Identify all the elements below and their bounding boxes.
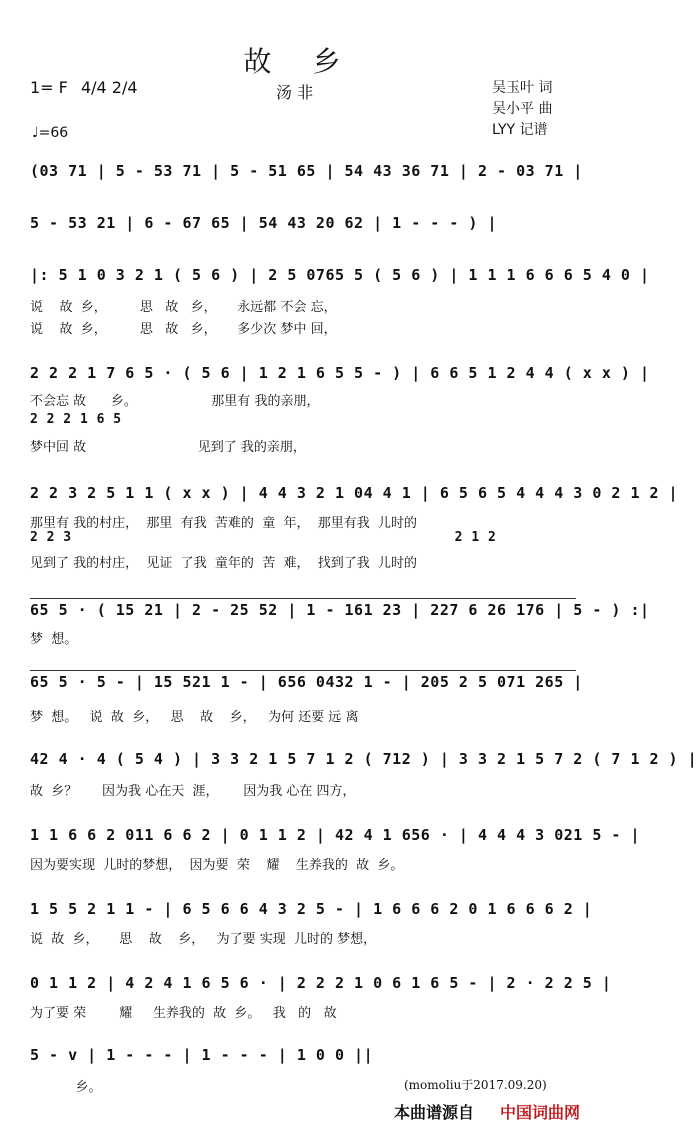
score-line-7: 65 5 · 5 - | 15 521 1 - | 656 0432 1 - | 205 2 5 071 265 |	[30, 670, 576, 691]
score-line-4-alt: 2 2 2 1 6 5	[30, 412, 122, 427]
singer-name: 汤 非	[276, 83, 314, 102]
lyric-line-4b: 梦中回 故 见到了 我的亲朋，	[30, 440, 306, 455]
key-signature	[30, 78, 138, 97]
lyric-line-4a: 不会忘 故 乡。 那里有 我的亲朋，	[30, 394, 320, 409]
lyric-line-3b: 说 故 乡， 思 故 乡， 多少次 梦中 回，	[30, 322, 337, 337]
score-line-3: |: 5 1 0 3 2 1 ( 5 6 ) | 2 5 0765 5 ( 5 6 ) | 1 1 1 6 6 6 5 4 0 |	[30, 266, 650, 284]
site-link[interactable]: 中国词曲网	[500, 1103, 581, 1122]
score-line-8: 42 4 · 4 ( 5 4 ) | 3 3 2 1 5 7 1 2 ( 712 ) | 3 3 2 1 5 7 2 ( 7 1 2 ) |	[30, 750, 697, 768]
lyric-line-6a: 梦 想。	[30, 632, 78, 647]
lyric-line-3a: 说 故 乡， 思 故 乡， 永远都 不会 忘，	[30, 300, 337, 315]
source-label: 本曲谱源自	[394, 1103, 475, 1122]
score-line-4: 2 2 2 1 7 6 5 · ( 5 6 | 1 2 1 6 5 5 - ) | 6 6 5 1 2 4 4 ( x x ) |	[30, 364, 650, 382]
score-line-10: 1 5 5 2 1 1 - | 6 5 6 6 4 3 2 5 - | 1 6 6 6 2 0 1 6 6 6 2 |	[30, 900, 593, 918]
lyric-line-5b: 见到了 我的村庄， 见证 了我 童年的 苦 难， 找到了我 儿时的	[30, 556, 417, 571]
score-line-11: 0 1 1 2 | 4 2 4 1 6 5 6 · | 2 2 2 1 0 6 1 6 5 - | 2 · 2 2 5 |	[30, 974, 612, 992]
credits	[492, 78, 552, 141]
score-line-5: 2 2 3 2 5 1 1 ( x x ) | 4 4 3 2 1 04 4 1 | 6 5 6 5 4 4 4 3 0 2 1 2 |	[30, 484, 679, 502]
score-line-2: 5 - 53 21 | 6 - 67 65 | 54 43 20 62 | 1 - - - ) |	[30, 214, 498, 232]
score-line-9: 1 1 6 6 2 011 6 6 2 | 0 1 1 2 | 42 4 1 656 · | 4 4 4 3 021 5 - |	[30, 826, 640, 844]
tempo-marking: ♩=66	[32, 125, 69, 141]
transcription-note: (momoliu于2017.09.20)	[404, 1078, 547, 1092]
score-line-12: 5 - v | 1 - - - | 1 - - - | 1 0 0 ||	[30, 1046, 374, 1064]
lyric-line-8a: 故 乡？ 因为我 心在天 涯， 因为我 心在 四方，	[30, 784, 356, 799]
score-line-1: (03 71 | 5 - 53 71 | 5 - 51 65 | 54 43 36 71 | 2 - 03 71 |	[30, 162, 583, 180]
lyric-line-11a: 为了要 荣 耀 生养我的 故 乡。 我 的 故	[30, 1006, 337, 1021]
transcriber: LYY 记谱	[492, 122, 548, 138]
lyric-line-7a: 梦 想。 说 故 乡， 思 故 乡， 为何 还要 远 离	[30, 710, 359, 725]
composer: 吴小平 曲	[492, 101, 553, 117]
lyricist: 吴玉叶 词	[492, 80, 553, 96]
song-title: 故 乡	[243, 45, 357, 78]
time-signature: 4/4 2/4	[80, 78, 138, 97]
lyric-line-9a: 因为要实现 儿时的梦想， 因为要 荣 耀 生养我的 故 乡。	[30, 858, 404, 873]
lyric-line-12a: 乡。	[30, 1080, 102, 1095]
lyric-line-10a: 说 故 乡， 思 故 乡， 为了要 实现 儿时的 梦想，	[30, 932, 377, 947]
score-line-5-alt: 2 2 3 2 1 2	[30, 530, 497, 545]
lyric-line-5a: 那里有 我的村庄， 那里 有我 苦难的 童 年， 那里有我 儿时的	[30, 516, 417, 531]
key-label: 1= F	[30, 78, 68, 97]
score-line-6: 65 5 · ( 15 21 | 2 - 25 52 | 1 - 161 23 | 227 6 26 176 | 5 - ) :|	[30, 598, 576, 619]
